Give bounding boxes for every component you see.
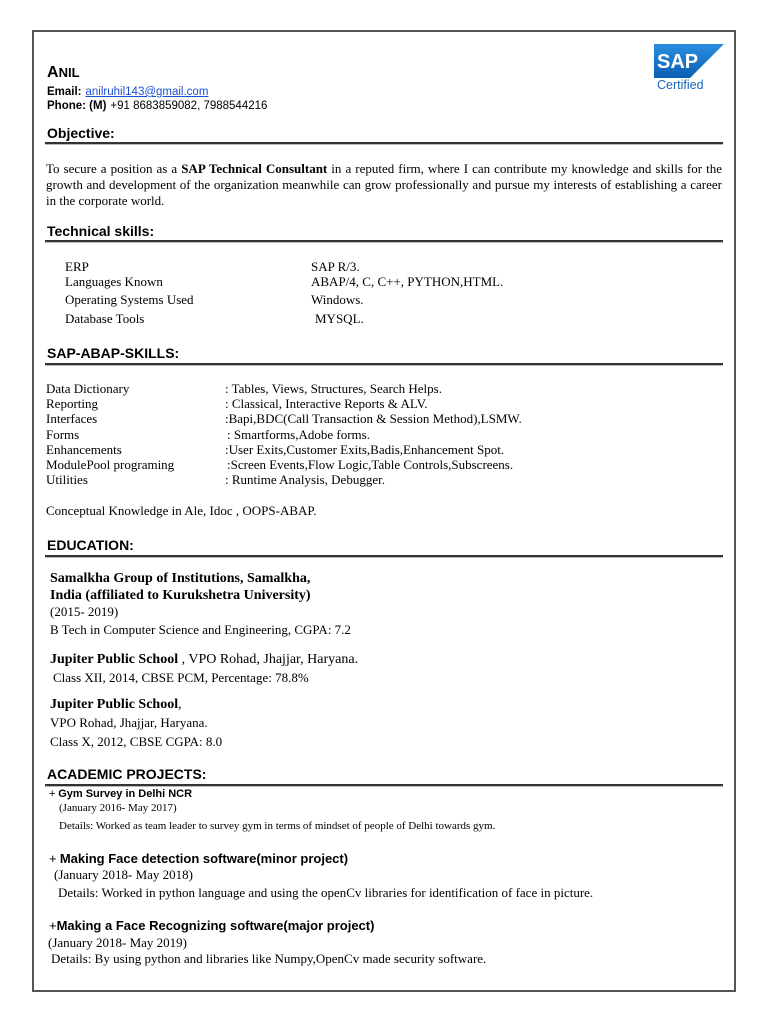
divider — [45, 363, 723, 366]
school-x-detail: Class X, 2012, CBSE CGPA: 8.0 — [50, 734, 223, 749]
divider — [45, 784, 723, 787]
abap-skill-value: :Bapi,BDC(Call Transaction & Session Method),LSMW. — [225, 411, 522, 426]
education-heading: EDUCATION: — [47, 537, 134, 553]
college-name: Samalkha Group of Institutions, Samalkha, — [50, 571, 311, 586]
project-dates: (January 2018- May 2018) — [54, 867, 193, 882]
project-title: + Gym Survey in Delhi NCR — [49, 788, 193, 800]
college-years: (2015- 2019) — [50, 604, 119, 619]
abap-skill-label: Forms — [46, 427, 80, 442]
abap-skill-label: Reporting — [46, 396, 98, 411]
school-x: Jupiter Public School, — [50, 697, 182, 712]
skill-value: SAP R/3. — [311, 259, 360, 274]
skill-value: ABAP/4, C, C++, PYTHON,HTML. — [311, 274, 504, 289]
abap-skill-value: : Tables, Views, Structures, Search Helps. — [225, 381, 442, 396]
college-degree: B Tech in Computer Science and Engineering, CGPA: 7.2 — [50, 622, 351, 637]
project-details: Details: Worked in python language and using the openCv libraries for identification of face in picture. — [58, 885, 594, 900]
projects-heading: ACADEMIC PROJECTS: — [47, 766, 207, 782]
abap-skill-label: ModulePool programing — [46, 457, 175, 472]
abap-skill-value: :User Exits,Customer Exits,Badis,Enhancement Spot. — [225, 442, 505, 457]
conceptual-knowledge: Conceptual Knowledge in Ale, Idoc , OOPS-ABAP. — [46, 503, 317, 518]
objective-heading: Objective: — [47, 125, 115, 141]
school-x-address: VPO Rohad, Jhajjar, Haryana. — [50, 715, 208, 730]
project-details: Details: Worked as team leader to survey gym in terms of mindset of people of Delhi towards gym. — [59, 820, 496, 832]
abap-skill-value: : Classical, Interactive Reports & ALV. — [225, 396, 428, 411]
skill-value: Windows. — [311, 292, 364, 307]
divider — [45, 555, 723, 558]
project-title: + Making Face detection software(minor project) — [49, 851, 349, 866]
skill-label: Operating Systems Used — [65, 292, 194, 307]
skill-label: Database Tools — [65, 311, 145, 326]
project-dates: (January 2018- May 2019) — [48, 935, 187, 950]
college-affiliation: India (affiliated to Kurukshetra University) — [50, 588, 311, 603]
school-xii: Jupiter Public School , VPO Rohad, Jhajjar, Haryana. — [50, 652, 359, 667]
abap-skill-value: :Screen Events,Flow Logic,Table Controls,Subscreens. — [227, 457, 514, 472]
abap-skill-label: Enhancements — [46, 442, 122, 457]
project-title: +Making a Face Recognizing software(major project) — [49, 918, 375, 933]
divider — [45, 240, 723, 243]
abap-skill-value: : Smartforms,Adobe forms. — [227, 427, 370, 442]
project-dates: (January 2016- May 2017) — [59, 802, 177, 814]
sap-logo-text: SAP — [657, 51, 699, 73]
skill-value: MYSQL. — [315, 311, 364, 326]
divider — [45, 142, 723, 145]
school-xii-detail: Class XII, 2014, CBSE PCM, Percentage: 78.8% — [53, 670, 309, 685]
abap-skill-label: Interfaces — [46, 411, 98, 426]
email-link[interactable]: anilruhil143@gmail.com — [85, 86, 209, 98]
skill-label: ERP — [65, 259, 89, 274]
phone-label: Phone: (M) — [47, 100, 107, 112]
objective-text: To secure a position as a SAP Technical Consultant in a reputed firm, where I can contribute my knowledge and skills for the growth and development of the organization meanwhile can grow professionally and pursue my interests of establishing a career in the corporate world. — [46, 161, 722, 208]
phone-value: +91 8683859082, 7988544216 — [110, 100, 268, 112]
certified-label: Certified — [657, 78, 704, 92]
sap-logo — [654, 44, 724, 78]
skill-label: Languages Known — [65, 274, 163, 289]
sap-abap-skills-heading: SAP-ABAP-SKILLS: — [47, 345, 180, 361]
abap-skill-label: Data Dictionary — [46, 381, 130, 396]
abap-skill-value: : Runtime Analysis, Debugger. — [225, 472, 385, 487]
technical-skills-heading: Technical skills: — [47, 223, 155, 239]
project-details: Details: By using python and libraries like Numpy,OpenCv made security software. — [51, 951, 487, 966]
abap-skill-label: Utilities — [46, 472, 88, 487]
candidate-name: ANIL — [47, 64, 80, 81]
phone-line — [47, 96, 267, 114]
email-label: Email: — [47, 86, 82, 98]
